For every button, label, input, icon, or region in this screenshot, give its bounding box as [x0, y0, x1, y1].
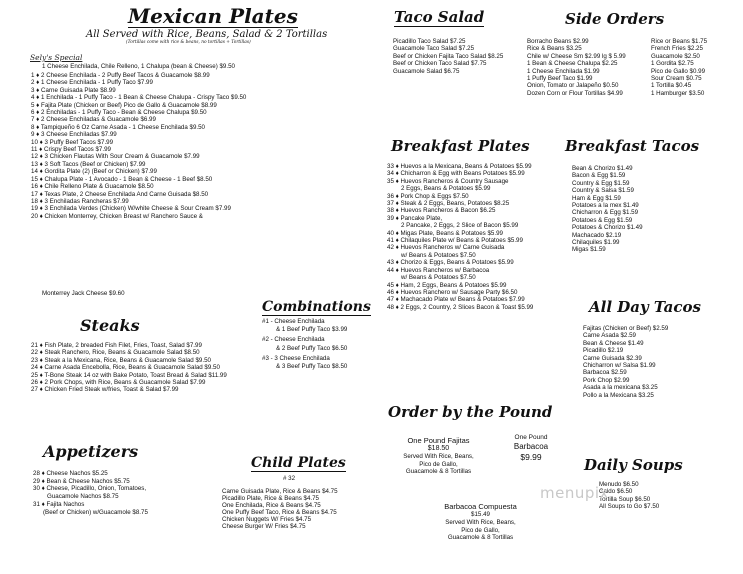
menu-item: 39 ♦ Pancake Plate,: [387, 214, 443, 222]
breakfast-tacos-list: [572, 165, 643, 254]
pound-barbacoa-label: One Pound: [514, 434, 548, 441]
mexican-plates-title: Mexican Plates: [128, 4, 298, 28]
menu-item: w/ Beans & Potatoes $7.50: [401, 251, 476, 259]
menu-item: 45 ♦ Ham, 2 Eggs, Beans & Potatoes $5.99: [387, 281, 507, 289]
menu-item: 34 ♦ Chicharron & Egg with Beans Potatoes $5.99: [387, 170, 525, 178]
menu-item: 2 ♦ 1 Cheese Enchilada - 1 Puffy Taco $7.99: [31, 79, 153, 87]
steaks-title: Steaks: [80, 316, 140, 335]
menu-item: 19 ♦ 3 Enchilada Verdes (Chicken) W/white Cheese & Sour Cream $7.99: [31, 205, 231, 213]
menu-item: Ham & Egg $1.59: [572, 194, 621, 202]
appetizer-line: 31 ♦ Fajita Nachos: [33, 500, 85, 508]
breakfast-plates-title: Breakfast Plates: [391, 137, 530, 155]
pound-fajitas-name: One Pound Fajitas: [407, 436, 470, 445]
menu-item: Machacado $2.19: [572, 231, 622, 239]
menu-item: 1 Bean & Cheese Chalupa $2.25: [527, 60, 618, 68]
menu-item: 1 ♦ 2 Cheese Enchilada - 2 Puffy Beef Tacos & Guacamole $8.99: [31, 72, 210, 79]
menu-item: Carne Guisada Plate, Rice & Beans $4.75: [222, 488, 338, 495]
daily-soups-title: Daily Soups: [584, 456, 683, 474]
menu-item: Chicharron w/ Salsa $1.99: [583, 362, 656, 370]
menu-item: Pork Chop $2.99: [583, 376, 630, 384]
pound-compuesta-desc: Guacamole & 8 Tortillas: [447, 534, 514, 542]
menu-item: 18 ♦ 3 Enchiladas Rancheras $7.99: [31, 197, 129, 205]
combination-line: & 2 Beef Puffy Taco $6.50: [276, 344, 348, 352]
menu-item: 13 ♦ 3 Soft Tacos (Beef or Chicken) $7.99: [31, 160, 146, 168]
menu-item: Picadillo $2.19: [583, 347, 624, 355]
pound-fajitas: [386, 436, 491, 476]
breakfast-plates-list: [387, 163, 533, 311]
menu-item: Onion, Tomato or Jalapeño $0.50: [527, 82, 619, 90]
menu-item: Chicken Nuggets W/ Fries $4.75: [222, 516, 312, 524]
side-orders-title: Side Orders: [565, 10, 665, 28]
menu-item: Potatoes & Chorizo $1.49: [572, 224, 643, 232]
mexican-plates-list: [31, 72, 246, 220]
menu-item: 41 ♦ Chilaquiles Plate w/ Beans & Potatoes $5.99: [387, 237, 523, 245]
menu-item: Guacamole Taco Salad $7.25: [393, 45, 475, 53]
menu-item: Fajitas (Chicken or Beef) $2.59: [583, 325, 669, 332]
combination-line: #1 - Cheese Enchilada: [262, 318, 325, 325]
menu-item: 9 ♦ 3 Cheese Enchiladas $7.99: [31, 131, 117, 139]
menu-item: 12 ♦ 3 Chicken Flautas With Sour Cream & Guacamole $7.99: [31, 153, 200, 161]
appetizers-title: Appetizers: [43, 442, 139, 461]
menu-item: 2 Pancake, 2 Eggs, 2 Slice of Bacon $5.99: [401, 222, 519, 230]
pound-compuesta-name: Barbacoa Compuesta: [444, 502, 517, 511]
pound-barbacoa-name: Barbacoa: [513, 441, 549, 451]
combination-line: #3 - 3 Cheese Enchilada: [262, 354, 330, 362]
appetizer-line: 29 ♦ Bean & Cheese Nachos $5.75: [33, 477, 130, 485]
menu-item: 46 ♦ Huevos Ranchero w/ Sausage Party $6.50: [387, 288, 518, 296]
menu-item: 8 ♦ Tampiqueño 6 Oz Carne Asada - 1 Cheese Enchilada $9.50: [31, 123, 205, 131]
pound-barbacoa: [500, 434, 562, 463]
order-by-pound-title: Order by the Pound: [388, 403, 553, 421]
menu-item: 2 Eggs, Beans & Potatoes $5.99: [401, 185, 491, 193]
menu-item: 1 Gordita $2.75: [651, 60, 694, 68]
menu-item: Potatoes a la mex $1.49: [572, 202, 639, 210]
all-day-tacos-list: [583, 325, 668, 399]
steaks-list: [31, 342, 227, 394]
menu-item: 4 ♦ 1 Enchilada - 1 Puffy Taco - 1 Bean & Cheese Chalupa - Crispy Taco $9.50: [31, 94, 247, 102]
menu-item: Pollo a la Mexicana $3.25: [583, 391, 654, 399]
taco-salad-list: [393, 38, 503, 75]
menu-item: Carne Guisada $2.39: [583, 354, 642, 362]
menu-item: 33 ♦ Huevos a la Mexicana, Beans & Potatoes $5.99: [387, 163, 532, 170]
menu-item: Beef or Chicken Taco Salad $7.75: [393, 60, 487, 68]
menu-item: w/ Beans & Potatoes $7.50: [401, 274, 476, 282]
menu-item: Asada a la mexicana $3.25: [583, 384, 658, 392]
menu-item: French Fries $2.25: [651, 45, 703, 53]
menu-item: Carne Asada $2.59: [583, 332, 636, 340]
menu-item: 44 ♦ Huevos Rancheros w/ Barbacoa: [387, 266, 490, 274]
menu-item: Bean & Cheese $1.49: [583, 339, 644, 347]
menu-item: 14 ♦ Gordita Plate (2) (Beef or Chicken) $7.99: [31, 168, 157, 176]
menu-item: 22 ♦ Steak Ranchero, Rice, Beans & Guacamole Salad $8.50: [31, 349, 200, 357]
appetizer-line: 30 ♦ Cheese, Picadillo, Onion, Tomatoes,: [33, 485, 147, 493]
appetizer-line: (Beef or Chicken) w/Guacamole $8.75: [43, 508, 148, 516]
pound-compuesta-price: $15.49: [471, 511, 490, 518]
combinations-title: Combinations: [262, 299, 371, 315]
menu-item: Rice or Beans $1.75: [651, 38, 708, 45]
special-item: 1 Cheese Enchilada, Chile Relleno, 1 Chalupa (bean & Cheese) $9.50: [42, 63, 235, 70]
menu-item: 36 ♦ Pork Chop & Eggs $7.50: [387, 192, 469, 200]
menu-item: 42 ♦ Huevos Rancheros w/ Carne Guisada: [387, 244, 505, 252]
menu-item: One Enchilada, Rice & Beans $4.75: [222, 502, 321, 510]
menu-item: 16 ♦ Chile Relleno Plate & Guacamole $8.50: [31, 183, 154, 191]
menu-item: Picadillo Taco Salad $7.25: [393, 38, 466, 45]
menu-item: 23 ♦ Steak a la Mexicana, Rice, Beans & Guacamole Salad $9.50: [31, 356, 211, 364]
menu-item: 5 ♦ Fajita Plate (Chicken or Beef) Pico de Gallo & Guacamole $8.99: [31, 101, 217, 109]
menu-item: Country & Egg $1.59: [572, 179, 630, 187]
pound-compuesta-desc: Pico de Gallo,: [461, 526, 500, 534]
combination-line: & 1 Beef Puffy Taco $3.99: [276, 326, 348, 334]
menu-item: Borracho Beans $2.99: [527, 38, 589, 45]
menu-item: One Puffy Beef Taco, Rice & Beans $4.75: [222, 509, 337, 517]
menu-item: Dozen Corn or Flour Tortillas $4.99: [527, 89, 623, 97]
menu-item: 15 ♦ Chalupa Plate - 1 Avocado - 1 Bean & Cheese - 1 Beef $8.50: [31, 175, 213, 183]
menu-item: Rice & Beans $3.25: [527, 45, 582, 53]
menu-item: Sour Cream $0.75: [651, 75, 702, 83]
menu-item: 24 ♦ Carne Asada Encebolla, Rice, Beans & Guacamole Salad $9.50: [31, 364, 220, 372]
menu-item: 20 ♦ Chicken Monterrey, Chicken Breast w/ Ranchero Sauce &: [31, 212, 203, 220]
menu-item: 6 ♦ 2 Enchiladas - 1 Puffy Taco - Bean & Cheese Chalupa $9.50: [31, 109, 207, 117]
menu-item: Chicharron & Egg $1.59: [572, 209, 639, 217]
child-plates-list: [222, 488, 338, 531]
menu-item: 21 ♦ Fish Plate, 2 breaded Fish Filet, Fries, Toast, Salad $7.99: [31, 342, 202, 349]
menu-item: 37 ♦ Steak & 2 Eggs, Beans, Potatoes $8.25: [387, 200, 510, 208]
menu-item: Country & Salsa $1.59: [572, 187, 634, 195]
breakfast-tacos-title: Breakfast Tacos: [565, 137, 700, 155]
menu-item: 7 ♦ 2 Cheese Enchiladas & Guacamole $6.99: [31, 116, 156, 124]
menu-item: 38 ♦ Huevos Rancheros & Bacon $6.25: [387, 207, 496, 215]
menu-item: 1 Tortilla $0.45: [651, 82, 692, 90]
menu-item: All Soups to Go $7.50: [599, 503, 660, 511]
menu-item: Bacon & Egg $1.59: [572, 172, 626, 180]
menu-item: Tortilla Soup $6.50: [599, 495, 651, 503]
pound-fajitas-desc: Guacamole & 8 Tortillas: [405, 468, 472, 476]
menu-item: Cheese Burger W/ Fries $4.75: [222, 523, 306, 531]
mexican-plates-item-20-cont: Monterrey Jack Cheese $9.60: [42, 290, 125, 297]
menu-item: 3 ♦ Carne Guisada Plate $8.99: [31, 86, 116, 94]
menu-item: 27 ♦ Chicken Fried Steak w/fries, Toast & Salad $7.99: [31, 386, 179, 394]
menu-item: 43 ♦ Chorizo & Eggs, Beans & Potatoes $5.99: [387, 259, 514, 267]
menu-item: Beef or Chicken Fajita Taco Salad $8.25: [393, 52, 504, 60]
combination-line: & 3 Beef Puffy Taco $8.50: [276, 363, 348, 371]
appetizers-list: [33, 470, 148, 516]
menu-item: Barbacoa $2.59: [583, 369, 627, 377]
pound-fajitas-price: $18.50: [427, 445, 450, 452]
taco-salad-title: Taco Salad: [394, 8, 485, 26]
menu-item: 26 ♦ 2 Pork Chops, with Rice, Beans & Guacamole Salad $7.99: [31, 379, 206, 387]
menu-item: 17 ♦ Texas Plate, 2 Cheese Enchilada And Carne Guisada $8.50: [31, 190, 209, 198]
child-plates-title: Child Plates: [251, 455, 346, 471]
menu-item: Picadillo Plate, Rice & Beans $4.75: [222, 495, 319, 503]
menu-item: 25 ♦ T-Bone Steak 14 oz with Bake Potato, Toast Bread & Salad $11.99: [31, 371, 227, 379]
child-plates-number: # 32: [283, 475, 296, 482]
pound-barbacoa-price: $9.99: [520, 451, 542, 462]
pound-fajitas-desc: Served With Rice, Beans,: [403, 452, 474, 460]
all-day-tacos-title: All Day Tacos: [589, 298, 701, 316]
menu-item: Migas $1.59: [572, 246, 606, 254]
pound-compuesta-desc: Served With Rice, Beans,: [445, 518, 516, 526]
menu-item: Guacamole Salad $6.75: [393, 67, 460, 75]
pound-compuesta: [428, 502, 533, 542]
menu-item: 35 ♦ Huevos Rancheros & Country Sausage: [387, 177, 509, 185]
menu-item: Menudo $6.50: [599, 481, 639, 488]
menu-item: 10 ♦ 3 Puffy Beef Tacos $7.99: [31, 138, 114, 146]
combination-line: #2 - Cheese Enchilada: [262, 336, 325, 344]
menu-item: Pico de Gallo $0.99: [651, 67, 706, 75]
menu-item: 11 ♦ Crispy Beef Tacos $7.99: [31, 146, 111, 154]
menu-item: Caldo $6.50: [599, 488, 633, 496]
pound-fajitas-desc: Pico de Gallo,: [419, 460, 458, 468]
side-orders-left: [527, 38, 626, 97]
appetizer-line: 28 ♦ Cheese Nachos $5.25: [33, 470, 108, 477]
menu-item: Chile w/ Cheese Sm $2.99 lg $ 5.99: [527, 52, 626, 60]
menu-item: 47 ♦ Machacado Plate w/ Beans & Potatoes $7.99: [387, 296, 525, 304]
menu-item: Potatoes & Egg $1.59: [572, 216, 633, 224]
menu-item: 1 Puffy Beef Taco $1.99: [527, 75, 593, 83]
side-orders-right: [651, 38, 707, 97]
combinations-list: [262, 318, 347, 373]
menu-item: Chilaquiles $1.99: [572, 239, 620, 247]
menu-item: Guacamole $2.50: [651, 52, 700, 60]
menu-item: 40 ♦ Migas Plate, Beans & Potatoes $5.99: [387, 229, 503, 237]
watermark: menupix: [540, 484, 609, 502]
menu-item: 1 Hamburger $3.50: [651, 89, 705, 97]
menu-item: 1 Cheese Enchilada $1.99: [527, 67, 600, 75]
menu-item: Bean & Chorizo $1.49: [572, 165, 633, 172]
mexican-plates-subtitle: All Served with Rice, Beans, Salad & 2 Tortillas: [86, 29, 328, 40]
appetizer-line: Guacamole Nachos $8.75: [47, 493, 119, 501]
mexican-plates-note: (Tortillas come with rice & beans, no tortillas + Tortillas): [126, 40, 251, 45]
special-title: Sely's Special: [30, 53, 83, 62]
menu-item: 48 ♦ 2 Eggs, 2 Country, 2 Slices Bacon & Toast $5.99: [387, 303, 534, 311]
